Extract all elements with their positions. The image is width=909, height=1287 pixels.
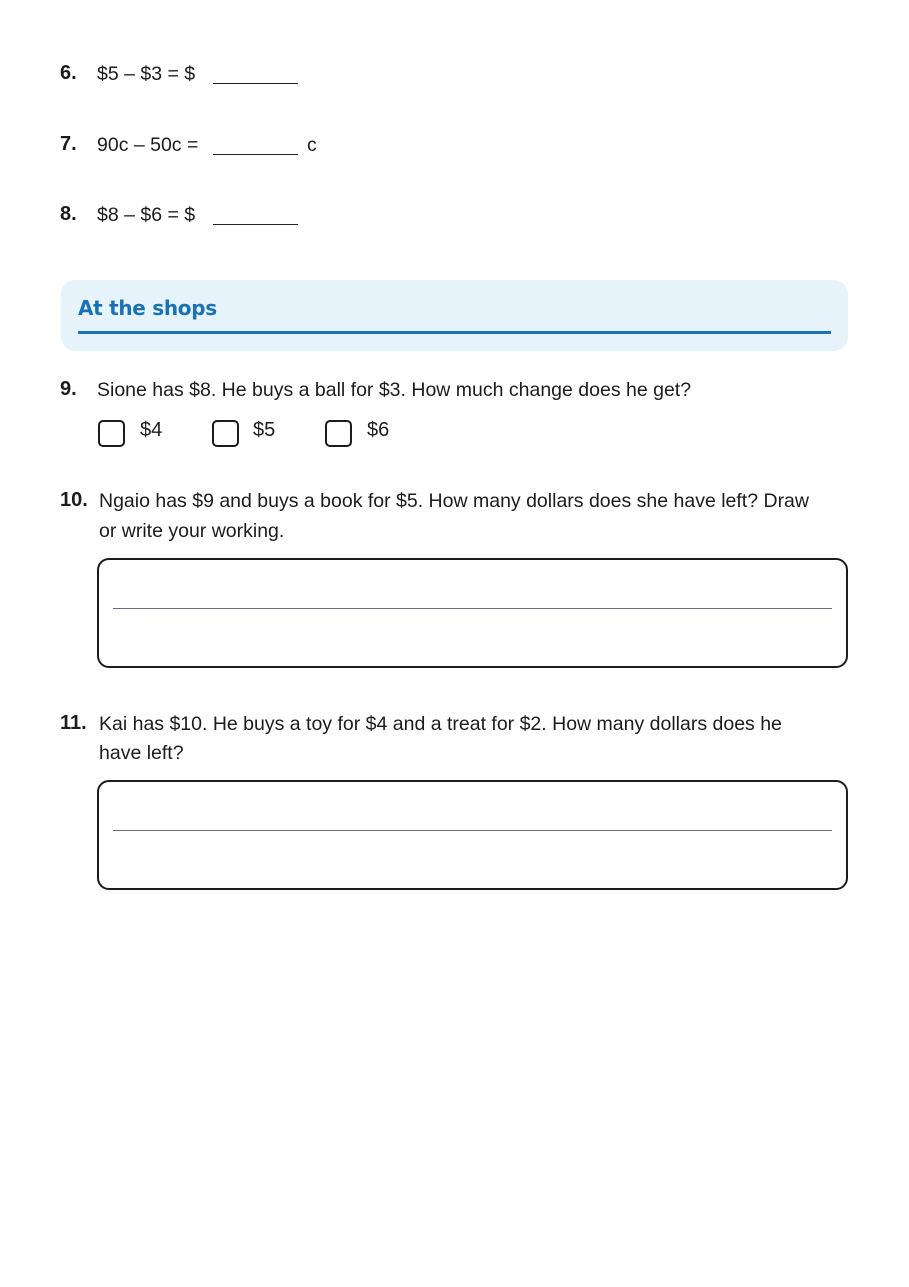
option-label: $5 <box>253 419 276 441</box>
section-underline <box>78 331 831 334</box>
answer-line <box>113 830 832 831</box>
question-number: 8. <box>60 203 77 225</box>
answer-box[interactable] <box>97 780 848 890</box>
question-text-line-1: Ngaio has $9 and buys a book for $5. How many dollars does she have left? Draw <box>99 490 809 512</box>
question-number: 7. <box>60 133 77 155</box>
question-text-line-2: have left? <box>99 742 184 764</box>
option-checkbox[interactable] <box>98 420 125 447</box>
answer-line <box>113 608 832 609</box>
option-checkbox[interactable] <box>325 420 352 447</box>
question-number: 11. <box>60 712 87 734</box>
question-text-line-1: Kai has $10. He buys a toy for $4 and a treat for $2. How many dollars does he <box>99 713 782 735</box>
section-banner <box>61 280 848 351</box>
answer-blank[interactable] <box>213 83 298 84</box>
answer-blank[interactable] <box>213 154 298 155</box>
question-number: 6. <box>60 62 77 84</box>
option-checkbox[interactable] <box>212 420 239 447</box>
equation-text: $5 – $3 = $ <box>97 63 196 85</box>
equation-text: 90c – 50c = <box>97 134 199 156</box>
equation-text: $8 – $6 = $ <box>97 204 196 226</box>
section-title: At the shops <box>78 296 217 320</box>
question-number: 10. <box>60 489 88 511</box>
option-label: $6 <box>367 419 390 441</box>
question-text-line-2: or write your working. <box>99 520 285 542</box>
answer-box[interactable] <box>97 558 848 668</box>
question-number: 9. <box>60 378 77 400</box>
unit-label: c <box>307 134 317 156</box>
question-text: Sione has $8. He buys a ball for $3. How much change does he get? <box>97 379 692 401</box>
option-label: $4 <box>140 419 163 441</box>
answer-blank[interactable] <box>213 224 298 225</box>
